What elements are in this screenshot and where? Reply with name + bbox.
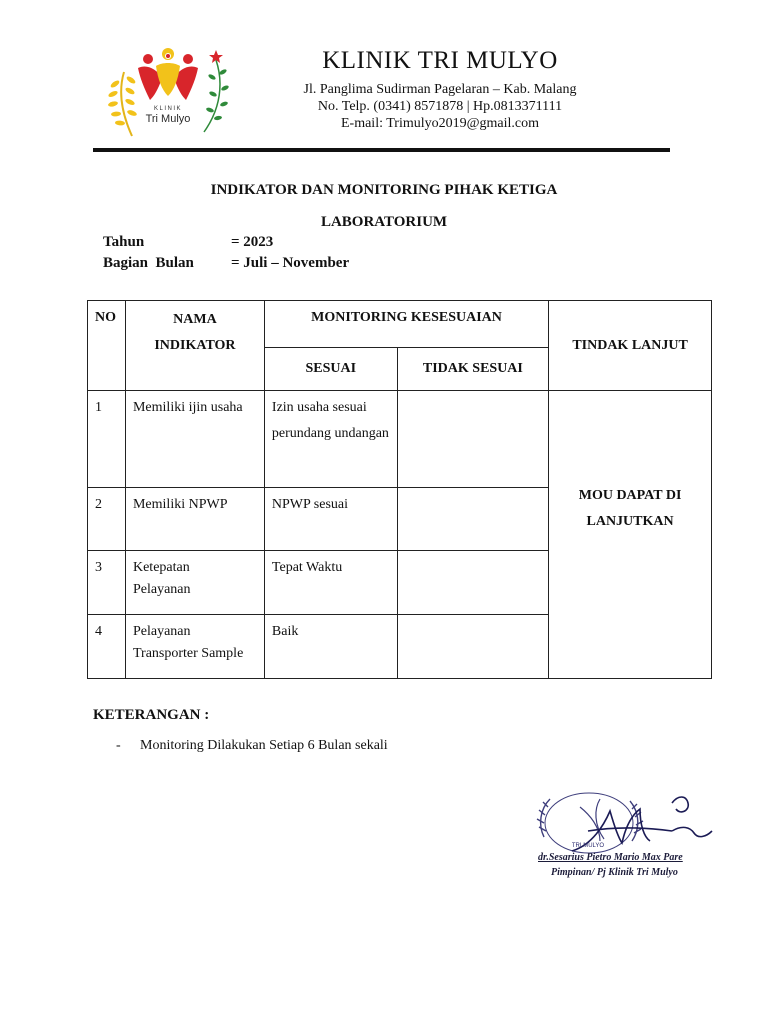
row-tidak-sesuai xyxy=(397,488,549,551)
row-indikator: Memiliki ijin usaha xyxy=(125,391,264,488)
header-nama-indikator xyxy=(125,301,264,391)
clinic-address: Jl. Panglima Sudirman Pagelaran – Kab. Malang xyxy=(303,82,577,97)
tindak-lanjut-value: MOU DAPAT DI LANJUTKAN xyxy=(549,391,712,679)
row-tidak-sesuai xyxy=(397,391,549,488)
meta-year xyxy=(103,234,273,251)
header-monitoring: MONITORING KESESUAIAN xyxy=(264,301,548,348)
keterangan-text: Monitoring Dilakukan Setiap 6 Bulan sekali xyxy=(140,738,388,753)
header-sesuai: SESUAI xyxy=(264,348,397,391)
clinic-phone: No. Telp. (0341) 8571878 | Hp.0813371111 xyxy=(317,99,563,114)
signatory-name: dr.Sesarius Pietro Mario Max Pare xyxy=(538,852,683,863)
header-tidak-sesuai: TIDAK SESUAI xyxy=(397,348,549,391)
table-header-row xyxy=(88,301,712,348)
row-tidak-sesuai xyxy=(397,551,549,615)
row-indikator: Pelayanan Transporter Sample xyxy=(125,615,264,679)
row-sesuai: Izin usaha sesuai perundang undangan xyxy=(264,391,397,488)
clinic-email: E-mail: Trimulyo2019@gmail.com xyxy=(340,116,539,131)
meta-year-value: = 2023 xyxy=(231,234,274,250)
header-divider xyxy=(93,148,670,152)
clinic-name: KLINIK TRI MULYO xyxy=(322,47,558,74)
row-no: 3 xyxy=(88,551,126,615)
wheat-icon xyxy=(107,72,137,136)
keterangan-label: KETERANGAN : xyxy=(93,707,210,723)
header-tindak-lanjut: TINDAK LANJUT xyxy=(549,301,712,391)
meta-month xyxy=(103,255,349,272)
leaves-icon xyxy=(204,50,229,132)
people-icon xyxy=(138,48,198,100)
meta-year-label: Tahun xyxy=(103,234,145,250)
document-subtitle: LABORATORIUM xyxy=(320,214,448,230)
row-tidak-sesuai xyxy=(397,615,549,679)
stamp-text: TRI MULYO xyxy=(571,843,605,849)
keterangan-item xyxy=(116,738,388,754)
header-indikator: INDIKATOR xyxy=(154,338,236,353)
row-indikator: Memiliki NPWP xyxy=(125,488,264,551)
meta-month-label: Bagian Bulan xyxy=(103,255,194,271)
letterhead xyxy=(270,44,610,132)
meta-month-value: = Juli – November xyxy=(231,255,350,271)
row-no: 1 xyxy=(88,391,126,488)
logo-brand-text: Tri Mulyo xyxy=(145,113,191,125)
row-sesuai: Tepat Waktu xyxy=(264,551,397,615)
clinic-logo xyxy=(100,44,235,139)
header-nama: NAMA xyxy=(173,312,217,327)
row-no: 2 xyxy=(88,488,126,551)
row-indikator: Ketepatan Pelayanan xyxy=(125,551,264,615)
header-no: NO xyxy=(88,301,126,391)
keterangan-bullet: - xyxy=(116,738,121,753)
logo-small-text: KLINIK xyxy=(153,106,183,112)
table-row xyxy=(88,391,712,488)
signatory-role: Pimpinan/ Pj Klinik Tri Mulyo xyxy=(551,867,678,878)
document-title: INDIKATOR DAN MONITORING PIHAK KETIGA xyxy=(210,182,558,198)
row-no: 4 xyxy=(88,615,126,679)
monitoring-table xyxy=(87,300,712,679)
row-sesuai: Baik xyxy=(264,615,397,679)
row-sesuai: NPWP sesuai xyxy=(264,488,397,551)
